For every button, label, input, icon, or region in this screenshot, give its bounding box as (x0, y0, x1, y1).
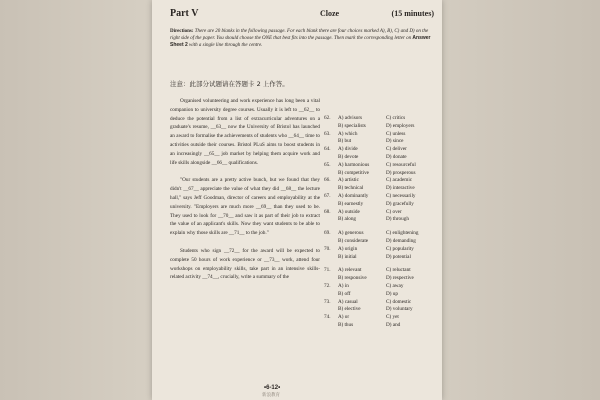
option-c: C) unless (386, 130, 406, 137)
option-c: C) popularity (386, 245, 414, 252)
passage-paragraph: Organised volunteering and work experience has long been a vital companion to university degree courses. Usually it is left to __62__ to deduce the potential from a list of extracurricular adventures on a graduate's resume, __63__ now the University of Bristol has launched an award to formalise the achievements of students who __64__ time to activities outside their courses. Bristol PLuS aims to boost students in an increasingly __65__ job market by helping them acquire work and life skills alongside __66__ qualifications. (170, 98, 320, 166)
page-header (170, 8, 434, 24)
option-d: D) through (386, 216, 409, 223)
option-a: A) harmonious (338, 161, 370, 168)
question-number: 71. (324, 267, 331, 274)
option-group (324, 246, 439, 262)
option-c: C) resourceful (386, 161, 416, 168)
option-c: C) yet (386, 314, 399, 321)
option-d: D) employers (386, 122, 415, 129)
option-row (324, 267, 439, 275)
section-title: Cloze (320, 9, 340, 18)
option-c: C) academic (386, 177, 413, 184)
answer-options (324, 115, 439, 330)
option-row (324, 216, 439, 224)
option-group (324, 267, 439, 283)
option-d: D) potential (386, 253, 411, 260)
option-b: B) but (338, 138, 352, 145)
option-group (324, 283, 439, 299)
option-row (324, 201, 439, 209)
option-row (324, 185, 439, 193)
option-group (324, 299, 439, 315)
exam-page (152, 0, 442, 400)
option-b: B) considerate (338, 237, 369, 244)
question-number: 68. (324, 208, 331, 215)
option-d: D) demanding (386, 237, 416, 244)
answer-sheet-ref: Answer Sheet 2 (170, 35, 431, 48)
option-b: B) initial (338, 253, 357, 260)
background-left (0, 0, 152, 400)
passage-paragraph: Students who sign __72__ for the award will be expected to complete 50 hours of work experience or __73__ work, attend four workshops on employability skills, take part in an intensive skills-related activity __74__, crucially, write a summary of the (170, 247, 320, 281)
option-row (324, 246, 439, 254)
background-right (442, 0, 600, 400)
option-b: B) along (338, 216, 357, 223)
question-number: 66. (324, 177, 331, 184)
passage-paragraph: "Our students are a pretty active bunch, but we found that they didn't __67__ appreciate the value of what they did __68__ the lecture hall," says Jeff Goodman, director of careers and employability at the university. "Employers are much more __69__ than they used to be. They used to look for __70__ and saw it as part of their job to extract the value of an applicant's skills. Now they want students to be able to explain why those skills are __71__ to the job." (170, 177, 320, 237)
directions-text-end: with a single line through the centre. (189, 43, 263, 48)
option-row (324, 306, 439, 314)
option-row (324, 154, 439, 162)
option-row (324, 322, 439, 330)
part-title: Part V (170, 8, 199, 19)
option-row (324, 291, 439, 299)
option-group (324, 230, 439, 246)
option-row (324, 283, 439, 291)
option-b: B) devote (338, 153, 359, 160)
option-a: A) artistic (338, 177, 359, 184)
notice: 注意：此部分试题请在答题卡 2 上作答。 (170, 80, 289, 88)
option-b: B) specialists (338, 122, 366, 129)
question-number: 63. (324, 130, 331, 137)
option-a: A) casual (338, 298, 358, 305)
option-row (324, 193, 439, 201)
option-a: A) origin (338, 245, 358, 252)
option-b: B) elective (338, 306, 361, 313)
option-a: A) which (338, 130, 358, 137)
option-row (324, 230, 439, 238)
option-a: A) dominantly (338, 192, 369, 199)
watermark: 新浪教育 (262, 393, 280, 398)
directions-text: There are 20 blanks in the following passage. For each blank there are four choices marked A), B), C) and D) on the right side of the paper. You should choose the ONE that best fits into the passage. Then mark the corresponding letter on (170, 29, 429, 41)
option-row (324, 275, 439, 283)
option-row (324, 162, 439, 170)
question-number: 74. (324, 314, 331, 321)
page-number: •6-12• (264, 385, 281, 391)
option-d: D) since (386, 138, 404, 145)
question-number: 72. (324, 282, 331, 289)
option-group (324, 162, 439, 178)
option-c: C) necessarily (386, 192, 416, 199)
option-a: A) advisors (338, 115, 363, 121)
option-d: D) donate (386, 153, 407, 160)
option-row (324, 314, 439, 322)
option-d: D) up (386, 290, 398, 297)
option-row (324, 115, 439, 123)
option-d: D) and (386, 321, 401, 328)
time-limit: (15 minutes) (391, 9, 434, 18)
option-d: D) interactive (386, 185, 415, 192)
option-group (324, 177, 439, 193)
directions (170, 28, 432, 49)
option-c: C) domestic (386, 298, 412, 305)
option-row (324, 238, 439, 246)
question-number: 64. (324, 146, 331, 153)
question-number: 70. (324, 245, 331, 252)
option-a: A) or (338, 314, 350, 321)
option-b: B) earnestly (338, 200, 364, 207)
option-row (324, 177, 439, 185)
option-a: A) divide (338, 146, 358, 153)
question-number: 67. (324, 192, 331, 199)
option-group (324, 146, 439, 162)
option-d: D) respective (386, 275, 414, 282)
option-c: C) over (386, 208, 402, 215)
question-number: 69. (324, 230, 331, 237)
option-b: B) thus (338, 321, 354, 328)
cloze-passage (170, 97, 320, 291)
option-group (324, 193, 439, 209)
option-b: B) technical (338, 185, 364, 192)
option-d: D) voluntary (386, 306, 413, 313)
option-b: B) competitive (338, 169, 369, 176)
question-number: 65. (324, 161, 331, 168)
option-group (324, 131, 439, 147)
option-d: D) prosperous (386, 169, 416, 176)
option-group (324, 209, 439, 225)
option-group (324, 115, 439, 131)
option-c: C) reluctant (386, 267, 411, 274)
option-a: A) outside (338, 208, 360, 215)
option-b: B) responsive (338, 275, 367, 282)
directions-label: Directions: (170, 29, 194, 34)
option-row (324, 254, 439, 262)
option-a: A) relevant (338, 267, 362, 274)
option-row (324, 123, 439, 131)
option-c: C) critics (386, 115, 406, 121)
option-a: A) in (338, 282, 349, 289)
option-c: C) deliver (386, 146, 407, 153)
question-number: 73. (324, 298, 331, 305)
option-c: C) enlightening (386, 230, 419, 237)
option-group (324, 314, 439, 330)
option-c: C) away (386, 282, 404, 289)
question-number: 62. (324, 115, 331, 121)
option-row (324, 146, 439, 154)
option-b: B) off (338, 290, 351, 297)
option-a: A) generous (338, 230, 364, 237)
option-d: D) gracefully (386, 200, 414, 207)
